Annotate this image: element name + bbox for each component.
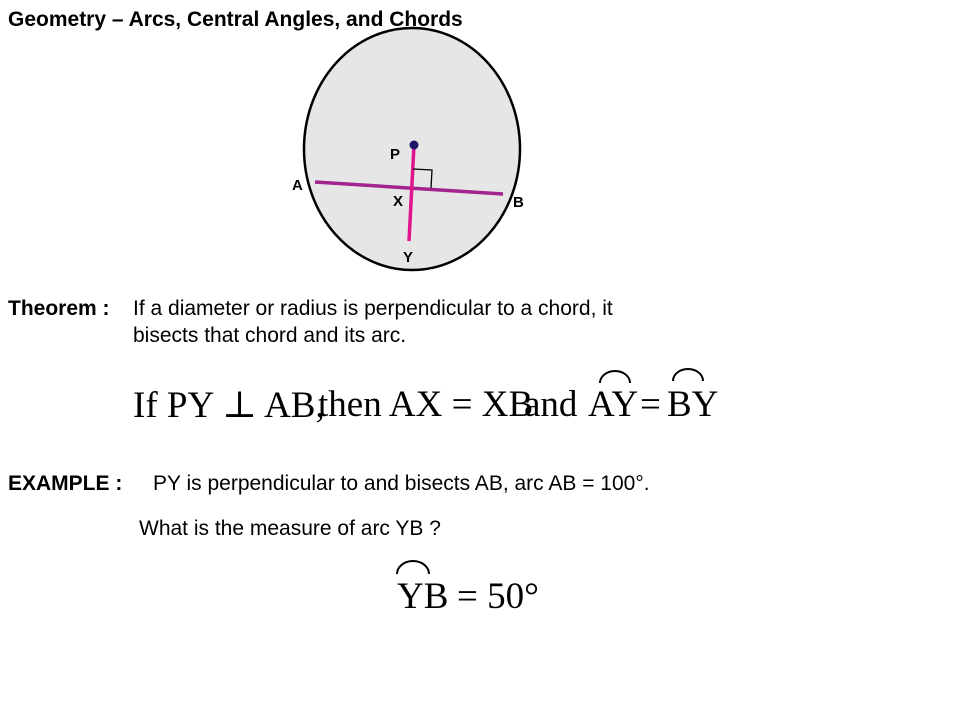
label-y: Y <box>403 249 414 266</box>
formula-then: then AX = XB <box>318 384 534 425</box>
arc-symbol-yb <box>397 561 429 574</box>
example-question: What is the measure of arc YB ? <box>139 517 441 540</box>
example-text-line-1: PY is perpendicular to and bisects AB, arc AB = 100°. <box>153 472 650 495</box>
formula-and: and <box>524 384 578 425</box>
formula-if: If PY ⊥ AB, <box>133 385 325 426</box>
label-b: B <box>513 194 524 211</box>
label-p: P <box>390 146 401 163</box>
page-title: Geometry – Arcs, Central Angles, and Chords <box>8 8 463 31</box>
formula-arc-by: BY <box>667 384 719 425</box>
answer-arc-yb: YB <box>397 576 449 617</box>
arc-symbol-ay <box>600 371 630 383</box>
answer-value: = 50° <box>457 576 539 617</box>
theorem-text-line-2: bisects that chord and its arc. <box>133 324 407 347</box>
theorem-label: Theorem : <box>8 297 110 320</box>
example-label: EXAMPLE : <box>8 472 123 495</box>
label-a: A <box>292 177 303 194</box>
formula-equals: = <box>640 384 661 425</box>
theorem-text-line-1: If a diameter or radius is perpendicular to a chord, it <box>133 297 613 320</box>
label-x: X <box>393 193 404 210</box>
arc-symbol-by <box>673 369 703 381</box>
formula-arc-ay: AY <box>588 384 639 425</box>
